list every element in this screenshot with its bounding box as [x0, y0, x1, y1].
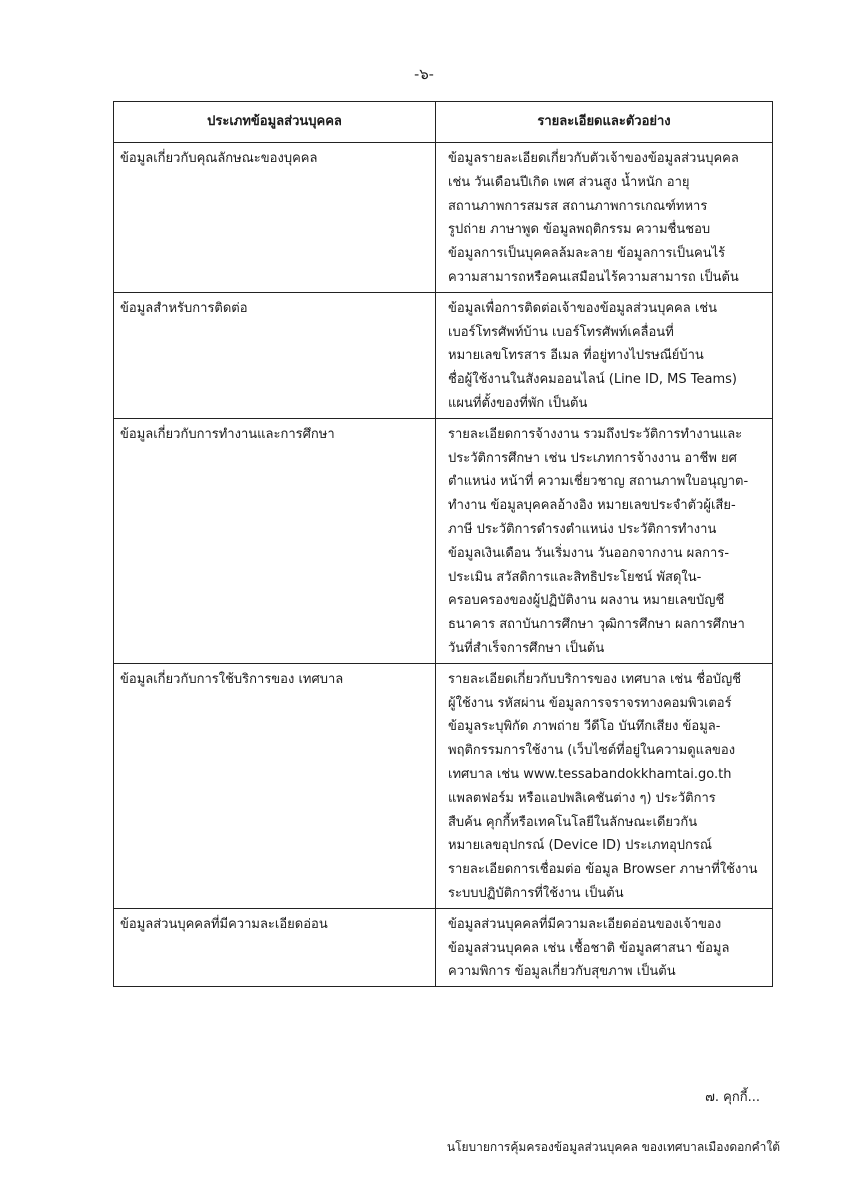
description-line: แผนที่ตั้งของที่พัก เป็นต้น [448, 395, 588, 411]
description-cell [436, 143, 773, 293]
description-line: ข้อมูลเงินเดือน วันเริ่มงาน วันออกจากงาน ผลการ- [448, 545, 730, 561]
description-line: ข้อมูลเพื่อการติดต่อเจ้าของข้อมูลส่วนบุคคล เช่น [448, 300, 717, 316]
category-cell: ข้อมูลเกี่ยวกับคุณลักษณะของบุคคล [114, 143, 436, 293]
table-header-row [114, 102, 773, 143]
category-cell: ข้อมูลเกี่ยวกับการทำงานและการศึกษา [114, 418, 436, 663]
description-line: ผู้ใช้งาน รหัสผ่าน ข้อมูลการจราจรทางคอมพิวเตอร์ [448, 695, 732, 711]
header-data-type: ประเภทข้อมูลส่วนบุคคล [114, 102, 436, 143]
header-details: รายละเอียดและตัวอย่าง [436, 102, 773, 143]
description-line: วันที่สำเร็จการศึกษา เป็นต้น [448, 640, 605, 656]
description-line: ข้อมูลส่วนบุคคลที่มีความละเอียดอ่อนของเจ้าของ [448, 916, 722, 932]
table-row [114, 143, 773, 293]
description-line: พฤติกรรมการใช้งาน (เว็บไซต์ที่อยู่ในความดูแลของ [448, 743, 736, 759]
description-line: รายละเอียดการจ้างงาน รวมถึงประวัติการทำงานและ [448, 426, 743, 442]
category-cell: ข้อมูลส่วนบุคคลที่มีความละเอียดอ่อน [114, 908, 436, 986]
description-line: ข้อมูลรายละเอียดเกี่ยวกับตัวเจ้าของข้อมูลส่วนบุคคล [448, 151, 739, 166]
description-line: สถานภาพการสมรส สถานภาพการเกณฑ์ทหาร [448, 198, 708, 214]
description-line: ข้อมูลการเป็นบุคคลล้มละลาย ข้อมูลการเป็นคนไร้ [448, 246, 726, 262]
description-line: ข้อมูลส่วนบุคคล เช่น เชื้อชาติ ข้อมูลศาสนา ข้อมูล [448, 940, 730, 956]
description-line: ความสามารถหรือคนเสมือนไร้ความสามารถ เป็นต้น [448, 269, 739, 285]
description-line: เบอร์โทรศัพท์บ้าน เบอร์โทรศัพท์เคลื่อนที่ [448, 324, 674, 340]
table-row [114, 663, 773, 908]
description-cell [436, 418, 773, 663]
description-line: ทำงาน ข้อมูลบุคคลอ้างอิง หมายเลขประจำตัวผู้เสีย- [448, 498, 736, 514]
description-line: รายละเอียดเกี่ยวกับบริการของ เทศบาล เช่น ชื่อบัญชี [448, 671, 742, 687]
description-line: ข้อมูลระบุพิกัด ภาพถ่าย วีดีโอ บันทึกเสียง ข้อมูล- [448, 719, 721, 735]
description-line: แพลตฟอร์ม หรือแอปพลิเคชันต่าง ๆ) ประวัติการ [448, 790, 716, 806]
personal-data-table [113, 101, 773, 987]
table-row [114, 908, 773, 986]
footer-policy-title: นโยบายการคุ้มครองข้อมูลส่วนบุคคล ของเทศบาลเมืองดอกคำใต้ [446, 1140, 780, 1154]
description-line: รูปถ่าย ภาษาพูด ข้อมูลพฤติกรรม ความชื่นชอบ [448, 222, 711, 238]
description-line: เช่น วันเดือนปีเกิด เพศ ส่วนสูง น้ำหนัก อายุ [448, 174, 690, 190]
continue-note: ๗. คุกกี้... [705, 1090, 760, 1105]
description-line: ประเมิน สวัสดิการและสิทธิประโยชน์ พัสดุใน- [448, 569, 702, 585]
category-cell: ข้อมูลสำหรับการติดต่อ [114, 292, 436, 418]
description-line: ภาษี ประวัติการดำรงตำแหน่ง ประวัติการทำงาน [448, 521, 717, 537]
table-row [114, 418, 773, 663]
description-line: เทศบาล เช่น www.tessabandokkhamtai.go.th [448, 766, 732, 782]
description-line: ความพิการ ข้อมูลเกี่ยวกับสุขภาพ เป็นต้น [448, 964, 676, 980]
description-line: ครอบครองของผู้ปฏิบัติงาน ผลงาน หมายเลขบัญชี [448, 593, 725, 609]
description-line: รายละเอียดการเชื่อมต่อ ข้อมูล Browser ภาษาที่ใช้งาน [448, 862, 758, 878]
description-line: ระบบปฏิบัติการที่ใช้งาน เป็นต้น [448, 885, 624, 901]
description-cell [436, 292, 773, 418]
description-line: ตำแหน่ง หน้าที่ ความเชี่ยวชาญ สถานภาพใบอนุญาต- [448, 474, 749, 490]
description-line: สืบค้น คุกกี้หรือเทคโนโลยีในลักษณะเดียวกัน [448, 814, 698, 830]
description-line: ประวัติการศึกษา เช่น ประเภทการจ้างงาน อาชีพ ยศ [448, 450, 737, 466]
page-number: -๖- [414, 65, 434, 83]
description-line: ชื่อผู้ใช้งานในสังคมออนไลน์ (Line ID, MS Teams) [448, 372, 737, 388]
description-line: หมายเลขโทรสาร อีเมล ที่อยู่ทางไปรษณีย์บ้าน [448, 348, 704, 364]
description-line: ธนาคาร สถาบันการศึกษา วุฒิการศึกษา ผลการศึกษา [448, 617, 745, 633]
table-row [114, 292, 773, 418]
description-line: หมายเลขอุปกรณ์ (Device ID) ประเภทอุปกรณ์ [448, 838, 712, 854]
description-cell [436, 908, 773, 986]
description-cell [436, 663, 773, 908]
category-cell: ข้อมูลเกี่ยวกับการใช้บริการของ เทศบาล [114, 663, 436, 908]
